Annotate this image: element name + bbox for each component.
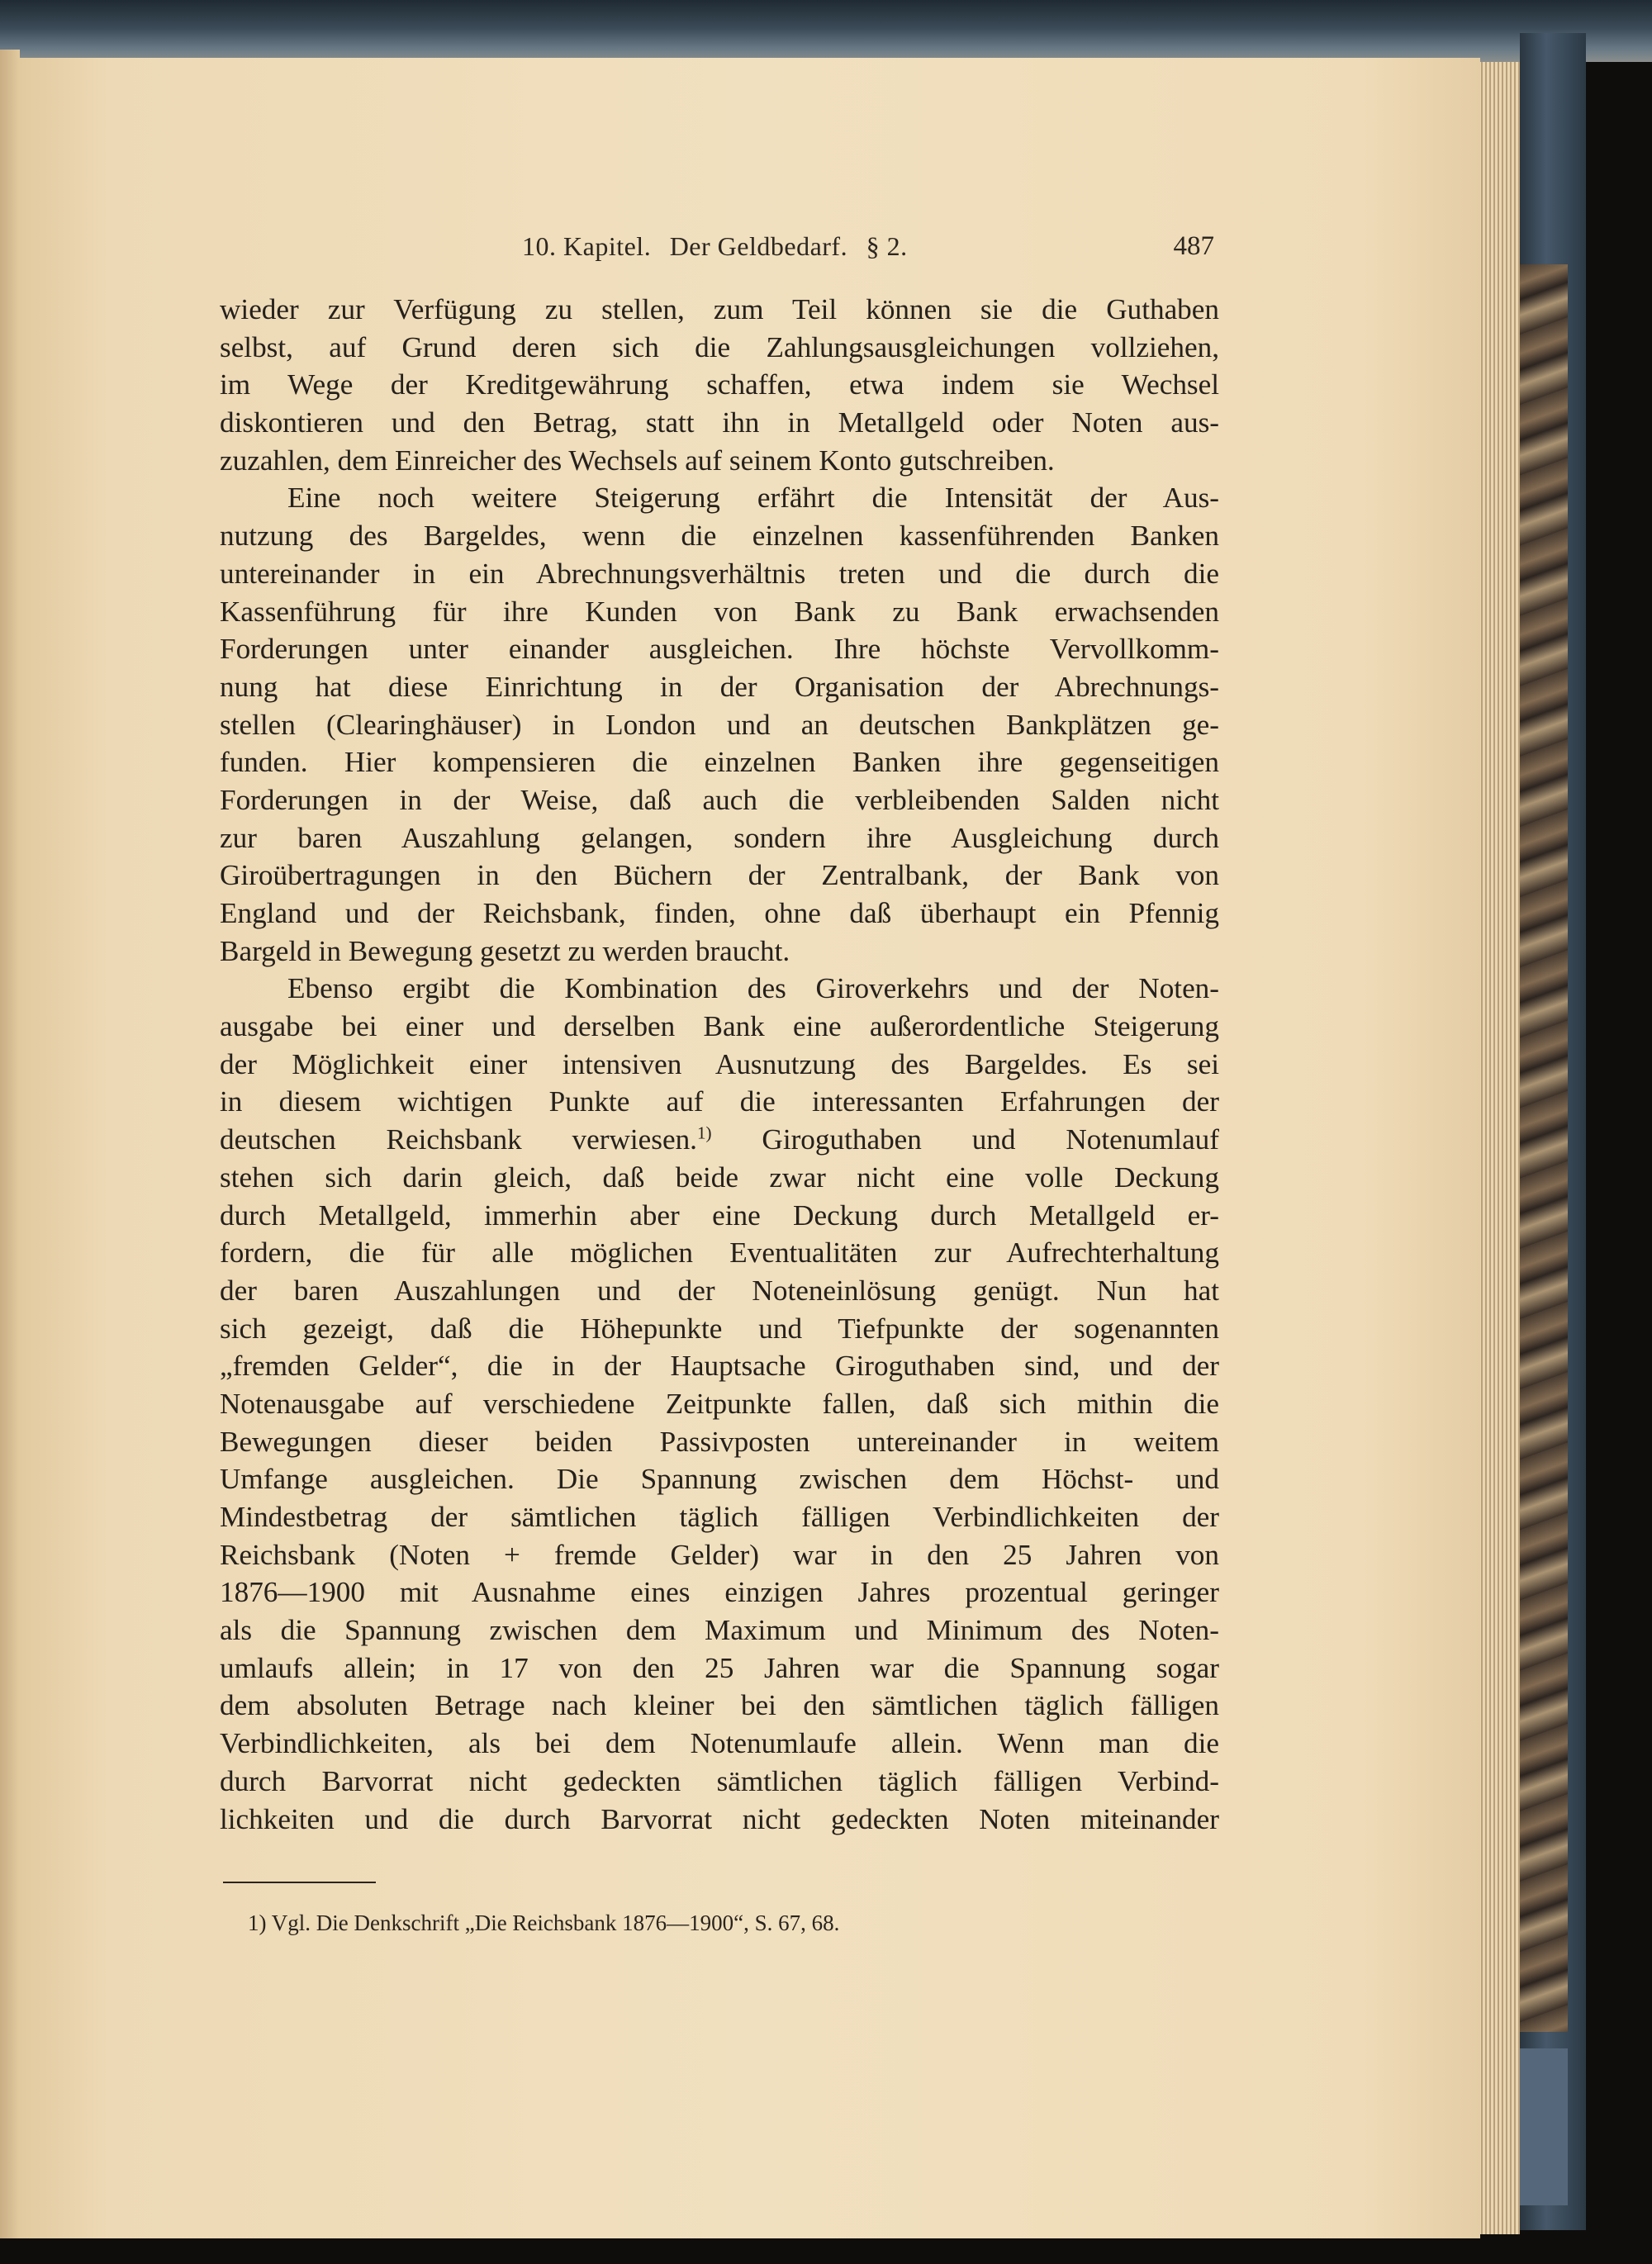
text-line: in diesem wichtigen Punkte auf die interessanten Erfahrungen der <box>220 1085 1219 1118</box>
text-line: sich gezeigt, daß die Höhepunkte und Tiefpunkte der sogenannten <box>220 1312 1219 1345</box>
text-line: Eine noch weitere Steigerung erfährt die Intensität der Aus- <box>287 482 1219 515</box>
text-line: England und der Reichsbank, finden, ohne daß überhaupt ein Pfennig <box>220 897 1219 929</box>
text-line: Forderungen unter einander ausgleichen. Ihre höchste Vervollkomm- <box>220 633 1219 666</box>
text-line: dem absoluten Betrage nach kleiner bei den sämtlichen täglich fälligen <box>220 1689 1219 1722</box>
text-line: Mindestbetrag der sämtlichen täglich fälligen Verbindlichkeiten der <box>220 1501 1219 1533</box>
footnote-marker: 1) <box>248 1910 267 1935</box>
cloth-binding <box>1520 2048 1568 2205</box>
running-head <box>223 231 1214 281</box>
text-line: nutzung des Bargeldes, wenn die einzelnen kassenführenden Banken <box>220 520 1219 553</box>
text-line: der Möglichkeit einer intensiven Ausnutzung des Bargeldes. Es sei <box>220 1047 1219 1080</box>
text-line: zur baren Auszahlung gelangen, sondern ihre Ausgleichung durch <box>220 821 1219 854</box>
text-line: diskontieren und den Betrag, statt ihn in Metallgeld oder Noten aus- <box>220 406 1219 439</box>
text-line: stehen sich darin gleich, daß beide zwar nicht eine volle Deckung <box>220 1160 1219 1194</box>
text-line: fordern, die für alle möglichen Eventualitäten zur Aufrechterhaltung <box>220 1236 1219 1270</box>
chapter-label: 10. Kapitel. <box>522 231 652 261</box>
text-line: der baren Auszahlungen und der Noteneinlösung genügt. Nun hat <box>220 1274 1219 1307</box>
text-line: „fremden Gelder“, die in der Hauptsache Giroguthaben sind, und der <box>220 1350 1219 1383</box>
text-line: Forderungen in der Weise, daß auch die verbleibenden Salden nicht <box>220 783 1219 816</box>
text-line: Verbindlichkeiten, als bei dem Notenumlaufe allein. Wenn man die <box>220 1727 1219 1760</box>
text-line: 1876—1900 mit Ausnahme eines einzigen Jahres prozentual geringer <box>220 1576 1219 1609</box>
text-line: funden. Hier kompensieren die einzelnen Banken ihre gegenseitigen <box>220 746 1219 779</box>
text-line: Bargeld in Bewegung gesetzt zu werden braucht. <box>220 934 790 967</box>
text-line: Reichsbank (Noten + fremde Gelder) war in den 25 Jahren von <box>220 1538 1219 1571</box>
text-line: stellen (Clearinghäuser) in London und an deutschen Bankplätzen ge- <box>220 708 1219 741</box>
footnote <box>248 1906 1156 1939</box>
previous-leaf-edge <box>0 50 20 2238</box>
text-line: ausgabe bei einer und derselben Bank eine außerordentliche Steigerung <box>220 1010 1219 1043</box>
text-line: Notenausgabe auf verschiedene Zeitpunkte fallen, daß sich mithin die <box>220 1387 1219 1420</box>
text-line: lichkeiten und die durch Barvorrat nicht gedeckten Noten miteinander <box>220 1802 1219 1835</box>
text-line: Giroübertragungen in den Büchern der Zentralbank, der Bank von <box>220 859 1219 892</box>
text-line: selbst, auf Grund deren sich die Zahlungsausgleichungen vollziehen, <box>220 330 1219 363</box>
text-line-with-footnote-ref <box>220 1121 1219 1159</box>
line-text: Giroguthaben und Notenumlauf <box>762 1123 1219 1156</box>
marbled-endpaper <box>1520 264 1568 2032</box>
book-top-edge <box>0 0 1652 62</box>
text-line: nung hat diese Einrichtung in der Organisation der Abrechnungs- <box>220 670 1219 703</box>
text-line: als die Spannung zwischen dem Maximum und Minimum des Noten- <box>220 1614 1219 1647</box>
text-line: im Wege der Kreditgewährung schaffen, etwa indem sie Wechsel <box>220 368 1219 401</box>
page-stack-edge <box>1479 62 1520 2234</box>
section-label: § 2. <box>866 231 908 261</box>
footnote-rule <box>223 1882 376 1883</box>
text-line: Bewegungen dieser beiden Passivposten untereinander in weitem <box>220 1425 1219 1458</box>
chapter-title: Der Geldbedarf. <box>669 231 848 261</box>
text-line: umlaufs allein; in 17 von den 25 Jahren war die Spannung sogar <box>220 1651 1219 1684</box>
text-line: zuzahlen, dem Einreicher des Wechsels auf seinem Konto gutschreiben. <box>220 444 1055 477</box>
text-line: Ebenso ergibt die Kombination des Giroverkehrs und der Noten- <box>287 972 1219 1005</box>
body-text <box>220 291 1219 1838</box>
footnote-ref: 1) <box>696 1123 712 1143</box>
text-line: durch Barvorrat nicht gedeckten sämtlichen täglich fälligen Verbind- <box>220 1764 1219 1797</box>
line-text: deutschen Reichsbank verwiesen. <box>220 1123 697 1156</box>
text-line: Kassenführung für ihre Kunden von Bank zu Bank erwachsenden <box>220 595 1219 628</box>
text-line: untereinander in ein Abrechnungsverhältnis treten und die durch die <box>220 557 1219 590</box>
footnote-text: Vgl. Die Denkschrift „Die Reichsbank 1876—1900“, S. 67, 68. <box>271 1910 840 1935</box>
page-number: 487 <box>1173 231 1214 261</box>
text-line: wieder zur Verfügung zu stellen, zum Teil können sie die Guthaben <box>220 293 1219 325</box>
text-line: durch Metallgeld, immerhin aber eine Deckung durch Metallgeld er- <box>220 1198 1219 1232</box>
text-line: Umfange ausgleichen. Die Spannung zwischen dem Höchst- und <box>220 1463 1219 1496</box>
